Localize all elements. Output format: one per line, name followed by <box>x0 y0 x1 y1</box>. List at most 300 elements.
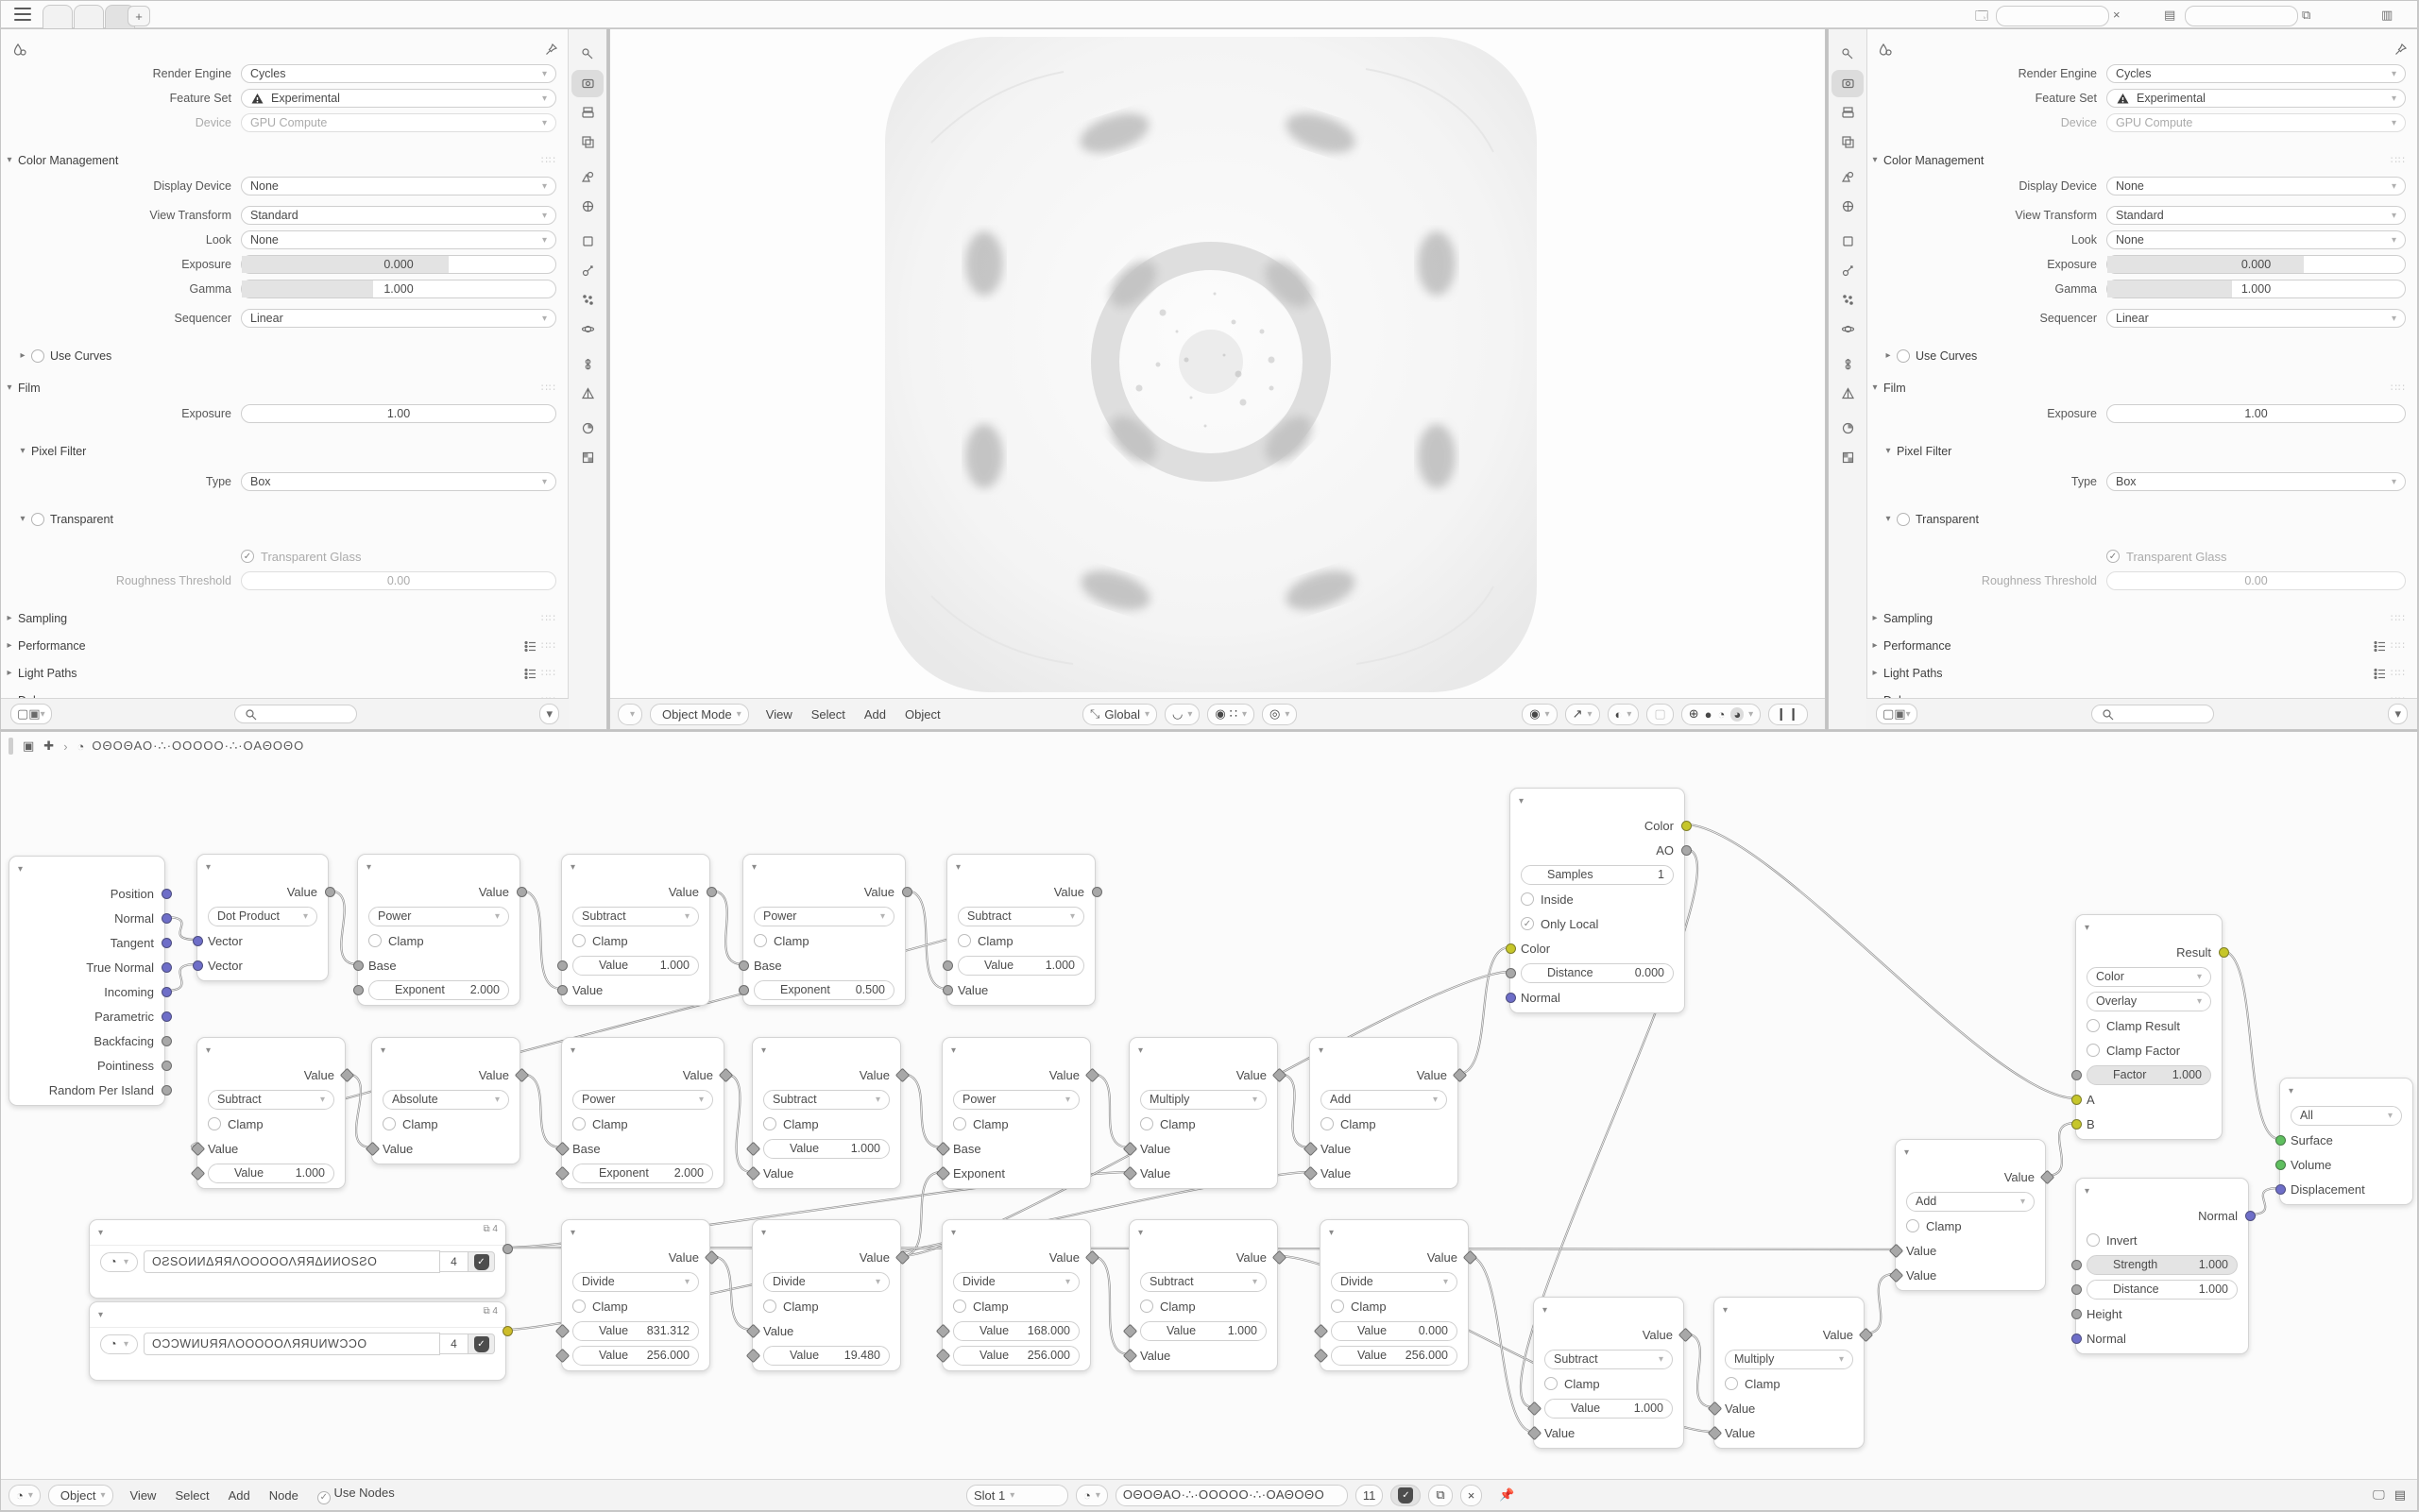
value-field[interactable] <box>763 1346 890 1366</box>
socket[interactable] <box>2071 1260 2082 1270</box>
render-engine-select[interactable] <box>2106 64 2406 83</box>
list-icon[interactable] <box>2373 639 2387 654</box>
node-header[interactable]: ▾ <box>2085 1185 2090 1197</box>
socket[interactable] <box>1681 821 1692 831</box>
operation-dropdown[interactable] <box>208 907 317 926</box>
scene-unlink-button[interactable]: × <box>2113 8 2121 22</box>
node-header[interactable]: ▾ <box>1723 1304 1729 1316</box>
properties-tab-texture[interactable] <box>571 444 604 471</box>
list-icon[interactable] <box>2373 667 2387 681</box>
add-workspace-button[interactable]: + <box>128 6 150 26</box>
node-header[interactable]: ▾ <box>366 861 372 873</box>
node-sub5[interactable] <box>1129 1219 1278 1371</box>
look-select[interactable] <box>241 230 556 249</box>
search-input[interactable] <box>2091 705 2214 723</box>
socket[interactable] <box>2071 1119 2082 1130</box>
socket[interactable] <box>943 985 953 995</box>
checkbox[interactable] <box>754 934 767 947</box>
value-field[interactable] <box>572 1346 699 1366</box>
node-grp2[interactable] <box>89 1301 506 1381</box>
socket[interactable] <box>2071 1334 2082 1344</box>
socket[interactable] <box>503 1326 513 1336</box>
workspace-tab[interactable] <box>43 5 73 29</box>
operation-dropdown[interactable] <box>368 907 509 926</box>
node-header[interactable]: ▾ <box>1329 1227 1335 1238</box>
socket[interactable] <box>503 1244 513 1254</box>
grip-icon[interactable]: ∷∷ <box>2391 613 2406 624</box>
socket[interactable] <box>1506 968 1516 978</box>
value-field[interactable] <box>572 956 699 976</box>
properties-tab-viewlayer[interactable] <box>1831 128 1864 156</box>
subsection-use-curves[interactable] <box>1 342 570 369</box>
section-sampling[interactable] <box>1 604 570 632</box>
menu-view[interactable]: View <box>129 1487 157 1503</box>
section-color-management[interactable] <box>1866 146 2419 174</box>
section-sampling[interactable] <box>1866 604 2419 632</box>
properties-tab-physics[interactable] <box>1831 315 1864 343</box>
socket[interactable] <box>1506 943 1516 954</box>
display-device-select[interactable] <box>2106 177 2406 195</box>
operation-dropdown[interactable] <box>2291 1106 2402 1126</box>
node-header[interactable]: ▾ <box>571 861 576 873</box>
node-sub3[interactable] <box>196 1037 346 1189</box>
socket[interactable] <box>2071 1284 2082 1295</box>
socket[interactable] <box>162 1061 172 1071</box>
transform-orientation-dropdown[interactable]: ⤡ Global ▾ <box>1082 704 1157 725</box>
properties-tab-output[interactable] <box>1831 99 1864 127</box>
checkbox[interactable] <box>1140 1117 1153 1130</box>
value-field[interactable] <box>763 1139 890 1159</box>
socket[interactable] <box>353 985 364 995</box>
node-header[interactable]: ▾ <box>2289 1085 2294 1096</box>
node-header[interactable]: ▾ <box>2085 922 2090 933</box>
material-users-count[interactable]: 11 <box>1355 1485 1384 1506</box>
value-field[interactable] <box>953 1321 1080 1341</box>
value-field[interactable] <box>2087 1255 2238 1275</box>
new-material-button[interactable]: ⧉ <box>1428 1485 1452 1506</box>
checkbox[interactable] <box>1906 1219 1919 1232</box>
properties-tab-constraints[interactable] <box>1831 350 1864 378</box>
node-header[interactable]: ▾ <box>1904 1147 1910 1158</box>
socket[interactable] <box>162 889 172 899</box>
node-header[interactable]: ▾ <box>951 1045 957 1056</box>
node-header[interactable]: ▾ <box>1138 1227 1144 1238</box>
socket[interactable] <box>162 938 172 948</box>
proportional-edit-toggle[interactable]: ◉ ∷ ▾ <box>1207 704 1254 725</box>
socket[interactable] <box>557 960 568 971</box>
properties-tab-object[interactable] <box>571 228 604 255</box>
value-field[interactable] <box>1331 1346 1457 1366</box>
socket[interactable] <box>162 1085 172 1096</box>
view-transform-select[interactable] <box>2106 206 2406 225</box>
editor-type-button[interactable]: ▾ <box>618 704 642 725</box>
mode-dropdown[interactable]: Object Mode ▾ <box>650 704 749 725</box>
shading-material-icon[interactable]: ◔ <box>1717 706 1726 722</box>
node-abs[interactable] <box>371 1037 520 1164</box>
socket[interactable] <box>943 960 953 971</box>
xray-toggle[interactable]: ▢ <box>1646 704 1673 725</box>
grip-icon[interactable]: ∷∷ <box>2391 382 2406 394</box>
viewlayer-new-button[interactable]: ⧉ <box>2302 8 2311 22</box>
grip-icon[interactable]: ∷∷ <box>541 640 556 652</box>
checkbox[interactable] <box>383 1117 396 1130</box>
snap-toggle[interactable]: ◡ ▾ <box>1165 704 1200 725</box>
value-field[interactable] <box>2087 1065 2211 1085</box>
node-mulB[interactable] <box>1713 1297 1865 1449</box>
properties-tab-modifiers[interactable] <box>1831 257 1864 284</box>
socket[interactable] <box>517 887 527 897</box>
operation-dropdown[interactable] <box>2087 992 2211 1011</box>
checkbox[interactable] <box>31 349 44 363</box>
datablock-name-field[interactable]: ΟƆƆWИUЯЯΛΟΟΟΟΟΛЯЯUИWƆƆΟ <box>144 1333 440 1355</box>
node-sub1[interactable] <box>561 854 710 1006</box>
checkbox[interactable]: ✓ <box>241 550 254 563</box>
node-header[interactable]: ▾ <box>90 1220 505 1246</box>
device-select[interactable] <box>241 113 556 132</box>
workspace-tab[interactable] <box>74 5 104 29</box>
node-div1[interactable] <box>561 1219 710 1371</box>
checkbox[interactable] <box>1544 1377 1558 1390</box>
socket[interactable] <box>739 985 749 995</box>
operation-dropdown[interactable] <box>953 1090 1080 1110</box>
node-header[interactable]: ▾ <box>761 1045 767 1056</box>
falloff-dropdown[interactable]: ◎ ▾ <box>1262 704 1297 725</box>
node-div3[interactable] <box>942 1219 1091 1371</box>
shading-solid-icon[interactable]: ● <box>1704 706 1712 722</box>
use-nodes-checkbox[interactable]: ✓ Use Nodes <box>308 1486 404 1504</box>
list-icon[interactable] <box>523 639 537 654</box>
visibility-dropdown[interactable]: ◉ ▾ <box>1522 704 1557 725</box>
socket[interactable] <box>353 960 364 971</box>
device-select[interactable] <box>2106 113 2406 132</box>
node-mix[interactable] <box>2075 914 2223 1140</box>
pause-render-button[interactable]: ❙❙ <box>1768 704 1808 725</box>
grip-icon[interactable]: ∷∷ <box>541 382 556 394</box>
grip-icon[interactable]: ∷∷ <box>541 668 556 679</box>
users-count[interactable]: 4 <box>440 1334 468 1354</box>
checkbox[interactable] <box>1331 1300 1344 1313</box>
display-filter-button[interactable]: ▢▣ ▾ <box>10 704 52 724</box>
exposure-slider[interactable] <box>2106 255 2406 274</box>
menu-object[interactable]: Object <box>905 706 941 722</box>
value-field[interactable] <box>1521 865 1674 885</box>
value-field[interactable] <box>2087 1280 2238 1300</box>
node-mul1[interactable] <box>1129 1037 1278 1189</box>
checkbox[interactable] <box>763 1300 776 1313</box>
menu-select[interactable]: Select <box>175 1487 210 1503</box>
properties-tab-world[interactable] <box>571 193 604 220</box>
render-display-icon[interactable]: 🖵 <box>2373 1487 2385 1502</box>
properties-tab-modifiers[interactable] <box>571 257 604 284</box>
checkbox[interactable] <box>572 934 586 947</box>
checkbox[interactable] <box>953 1117 966 1130</box>
shading-wireframe-icon[interactable]: ⊕ <box>1688 706 1699 721</box>
node-geo[interactable] <box>9 856 165 1106</box>
render-engine-select[interactable] <box>241 64 556 83</box>
checkbox[interactable] <box>1897 349 1910 363</box>
socket[interactable] <box>162 987 172 997</box>
material-browse-dropdown[interactable]: ◔ ▾ <box>1076 1485 1108 1506</box>
checkbox[interactable] <box>1140 1300 1153 1313</box>
operation-dropdown[interactable] <box>1331 1272 1457 1292</box>
users-count[interactable]: 4 <box>440 1251 468 1272</box>
node-pow3[interactable] <box>561 1037 724 1189</box>
grip-icon[interactable]: ∷∷ <box>2391 668 2406 679</box>
properties-tab-tool[interactable] <box>571 41 604 68</box>
node-sub4[interactable] <box>752 1037 901 1189</box>
subsection-transparent[interactable] <box>1866 505 2419 533</box>
node-sub2[interactable] <box>946 854 1096 1006</box>
checkbox[interactable] <box>31 513 44 526</box>
operation-dropdown[interactable] <box>1320 1090 1447 1110</box>
feature-set-select[interactable] <box>2106 89 2406 108</box>
node-dot[interactable] <box>196 854 329 981</box>
value-field[interactable] <box>754 980 894 1000</box>
shading-rendered-icon[interactable]: ◕ <box>1730 707 1744 722</box>
unlink-material-button[interactable]: × <box>1460 1485 1483 1506</box>
operation-dropdown[interactable] <box>2087 967 2211 987</box>
socket[interactable] <box>162 962 172 973</box>
sequencer-select[interactable] <box>2106 309 2406 328</box>
properties-tab-physics[interactable] <box>571 315 604 343</box>
search-input[interactable] <box>234 705 357 723</box>
properties-tab-scene[interactable] <box>1831 163 1864 191</box>
operation-dropdown[interactable] <box>572 1272 699 1292</box>
properties-tab-constraints[interactable] <box>571 350 604 378</box>
node-pow4[interactable] <box>942 1037 1091 1189</box>
collapse-button[interactable]: ▾ <box>2388 704 2408 724</box>
grip-icon[interactable]: ∷∷ <box>541 613 556 624</box>
node-grp1[interactable] <box>89 1219 506 1299</box>
node-header[interactable]: ▾ <box>1138 1045 1144 1056</box>
checkbox[interactable] <box>208 1117 221 1130</box>
checkbox[interactable] <box>1725 1377 1738 1390</box>
operation-dropdown[interactable] <box>1906 1192 2035 1212</box>
checkbox[interactable] <box>2087 1019 2100 1032</box>
properties-tab-scene[interactable] <box>571 163 604 191</box>
value-field[interactable] <box>953 1346 1080 1366</box>
subsection-transparent[interactable] <box>1 505 570 533</box>
socket[interactable] <box>2071 1070 2082 1080</box>
node-header[interactable]: ▾ <box>1319 1045 1324 1056</box>
properties-tab-material[interactable] <box>571 415 604 442</box>
value-field[interactable] <box>1544 1399 1673 1419</box>
exposure-slider[interactable] <box>241 255 556 274</box>
node-header[interactable]: ▾ <box>761 1227 767 1238</box>
properties-tab-output[interactable] <box>571 99 604 127</box>
menu-add[interactable]: Add <box>228 1487 250 1503</box>
node-header[interactable]: ▾ <box>18 863 24 875</box>
grip-icon[interactable]: ∷∷ <box>2391 155 2406 166</box>
checkbox[interactable]: ✓ <box>1521 917 1534 930</box>
section-film[interactable] <box>1 374 570 401</box>
operation-dropdown[interactable] <box>763 1090 890 1110</box>
socket[interactable] <box>2071 1095 2082 1105</box>
socket[interactable] <box>2275 1135 2286 1146</box>
pin-icon[interactable] <box>544 42 558 57</box>
material-name-field[interactable]: ΟΘΟΘΑΟ·∴·ΟΟΟΟΟ·∴·ΟΑΘΟΘΟ <box>1116 1485 1348 1506</box>
properties-tab-texture[interactable] <box>1831 444 1864 471</box>
node-header[interactable]: ▾ <box>1519 795 1525 807</box>
operation-dropdown[interactable] <box>383 1090 509 1110</box>
node-addB[interactable] <box>1895 1139 2046 1291</box>
browse-icon-button[interactable]: ◔ ▾ <box>100 1334 138 1354</box>
socket[interactable] <box>193 960 203 971</box>
operation-dropdown[interactable] <box>572 1090 713 1110</box>
options-icon[interactable]: ▤ <box>2393 1487 2406 1502</box>
properties-tab-objdata[interactable] <box>571 380 604 407</box>
operation-dropdown[interactable] <box>1140 1090 1267 1110</box>
view-transform-select[interactable] <box>241 206 556 225</box>
node-header[interactable]: ▾ <box>381 1045 386 1056</box>
properties-tab-render[interactable] <box>1831 70 1864 97</box>
operation-dropdown[interactable] <box>958 907 1084 926</box>
section-performance[interactable] <box>1 632 570 659</box>
socket[interactable] <box>325 887 335 897</box>
gizmo-dropdown[interactable]: ↗ ▾ <box>1565 704 1600 725</box>
properties-tab-object[interactable] <box>1831 228 1864 255</box>
viewport-3d[interactable] <box>609 28 1826 730</box>
socket[interactable] <box>162 913 172 924</box>
socket[interactable] <box>707 887 717 897</box>
checkbox[interactable] <box>958 934 971 947</box>
value-field[interactable] <box>572 1321 699 1341</box>
menu-select[interactable]: Select <box>810 706 845 722</box>
value-field[interactable] <box>572 1164 713 1183</box>
properties-tab-world[interactable] <box>1831 193 1864 220</box>
shader-type-dropdown[interactable]: Object ▾ <box>48 1485 113 1506</box>
shading-mode-group[interactable]: ⊕ ● ◔ ◕ ▾ <box>1681 704 1762 725</box>
list-icon[interactable] <box>523 667 537 681</box>
section-performance[interactable] <box>1866 632 2419 659</box>
operation-dropdown[interactable] <box>754 907 894 926</box>
value-field[interactable] <box>1521 963 1674 983</box>
gamma-slider[interactable] <box>2106 280 2406 298</box>
operation-dropdown[interactable] <box>763 1272 890 1292</box>
datablock-name-field[interactable]: ΟƧSΟИИΔЯЯΛΟΟΟΟΟΛЯЯΔИИΟSƧΟ <box>144 1250 440 1273</box>
node-add1[interactable] <box>1309 1037 1458 1189</box>
pin-icon[interactable]: 📌 <box>1499 1487 1515 1502</box>
value-field[interactable] <box>208 1164 334 1183</box>
value-field[interactable] <box>1331 1321 1457 1341</box>
socket[interactable] <box>162 1011 172 1022</box>
socket[interactable] <box>1506 993 1516 1003</box>
node-div4[interactable] <box>1320 1219 1469 1371</box>
section-film[interactable] <box>1866 374 2419 401</box>
feature-set-select[interactable] <box>241 89 556 108</box>
scene-icon[interactable]: 🗔 <box>1975 8 1989 23</box>
checkbox[interactable] <box>2087 1233 2100 1247</box>
type-select[interactable] <box>2106 472 2406 491</box>
operation-dropdown[interactable] <box>1140 1272 1267 1292</box>
node-header[interactable]: ▾ <box>956 861 962 873</box>
browse-icon-button[interactable]: ◔ ▾ <box>100 1252 138 1272</box>
display-device-select[interactable] <box>241 177 556 195</box>
fake-user-toggle[interactable]: ✓ <box>468 1251 495 1272</box>
node-header[interactable]: ▾ <box>90 1302 505 1328</box>
shader-editor[interactable] <box>0 731 2418 1511</box>
socket[interactable] <box>162 1036 172 1046</box>
section-pixel-filter[interactable] <box>1866 437 2419 465</box>
menu-view[interactable]: View <box>765 706 792 722</box>
operation-dropdown[interactable] <box>1725 1350 1853 1369</box>
node-pow2[interactable] <box>742 854 906 1006</box>
node-bump[interactable] <box>2075 1178 2249 1354</box>
socket[interactable] <box>1681 845 1692 856</box>
checkbox[interactable] <box>1521 892 1534 906</box>
overlays-dropdown[interactable]: ◐ ▾ <box>1608 704 1640 725</box>
node-header[interactable]: ▾ <box>571 1045 576 1056</box>
exposure-field[interactable] <box>241 404 556 423</box>
socket[interactable] <box>2219 947 2229 958</box>
grip-icon[interactable]: ∷∷ <box>2391 640 2406 652</box>
node-out[interactable] <box>2279 1078 2413 1205</box>
subsection-use-curves[interactable] <box>1866 342 2419 369</box>
renderlayer-icon[interactable]: ▥ <box>2381 8 2393 22</box>
section-light-paths[interactable] <box>1 659 570 687</box>
node-ao[interactable] <box>1509 788 1685 1013</box>
checkbox[interactable] <box>368 934 382 947</box>
menu-add[interactable]: Add <box>863 706 886 722</box>
socket[interactable] <box>1092 887 1102 897</box>
roughness-threshold-field[interactable] <box>241 571 556 590</box>
checkbox[interactable] <box>763 1117 776 1130</box>
checkbox[interactable] <box>572 1300 586 1313</box>
roughness-threshold-field[interactable] <box>2106 571 2406 590</box>
fake-user-toggle[interactable]: ✓ <box>1390 1485 1421 1506</box>
pin-icon[interactable] <box>2393 42 2408 57</box>
node-subB[interactable] <box>1533 1297 1684 1449</box>
checkbox[interactable] <box>953 1300 966 1313</box>
socket[interactable] <box>557 985 568 995</box>
gamma-slider[interactable] <box>241 280 556 298</box>
node-header[interactable]: ▾ <box>951 1227 957 1238</box>
operation-dropdown[interactable] <box>208 1090 334 1110</box>
value-field[interactable] <box>1140 1321 1267 1341</box>
properties-tab-objdata[interactable] <box>1831 380 1864 407</box>
viewlayer-name-field[interactable] <box>2185 6 2298 26</box>
node-header[interactable]: ▾ <box>206 1045 212 1056</box>
checkbox[interactable]: ✓ <box>2106 550 2120 563</box>
section-pixel-filter[interactable] <box>1 437 570 465</box>
operation-dropdown[interactable] <box>1544 1350 1673 1369</box>
checkbox[interactable] <box>2087 1044 2100 1057</box>
fake-user-toggle[interactable]: ✓ <box>468 1334 495 1354</box>
properties-tab-material[interactable] <box>1831 415 1864 442</box>
operation-dropdown[interactable] <box>953 1272 1080 1292</box>
checkbox[interactable] <box>572 1117 586 1130</box>
socket[interactable] <box>2245 1211 2256 1221</box>
node-header[interactable]: ▾ <box>752 861 758 873</box>
collapse-button[interactable]: ▾ <box>539 704 559 724</box>
display-filter-button[interactable]: ▢▣ ▾ <box>1876 704 1917 724</box>
socket[interactable] <box>739 960 749 971</box>
value-field[interactable] <box>368 980 509 1000</box>
socket[interactable] <box>902 887 912 897</box>
node-header[interactable]: ▾ <box>1542 1304 1548 1316</box>
operation-dropdown[interactable] <box>572 907 699 926</box>
section-color-management[interactable] <box>1 146 570 174</box>
sequencer-select[interactable] <box>241 309 556 328</box>
node-pow1[interactable] <box>357 854 520 1006</box>
editor-type-button[interactable]: ◔ ▾ <box>9 1485 41 1506</box>
type-select[interactable] <box>241 472 556 491</box>
scene-name-field[interactable] <box>1996 6 2109 26</box>
node-header[interactable]: ▾ <box>571 1227 576 1238</box>
socket[interactable] <box>2071 1309 2082 1319</box>
slot-dropdown[interactable]: Slot 1 ▾ <box>966 1485 1068 1506</box>
properties-tab-tool[interactable] <box>1831 41 1864 68</box>
